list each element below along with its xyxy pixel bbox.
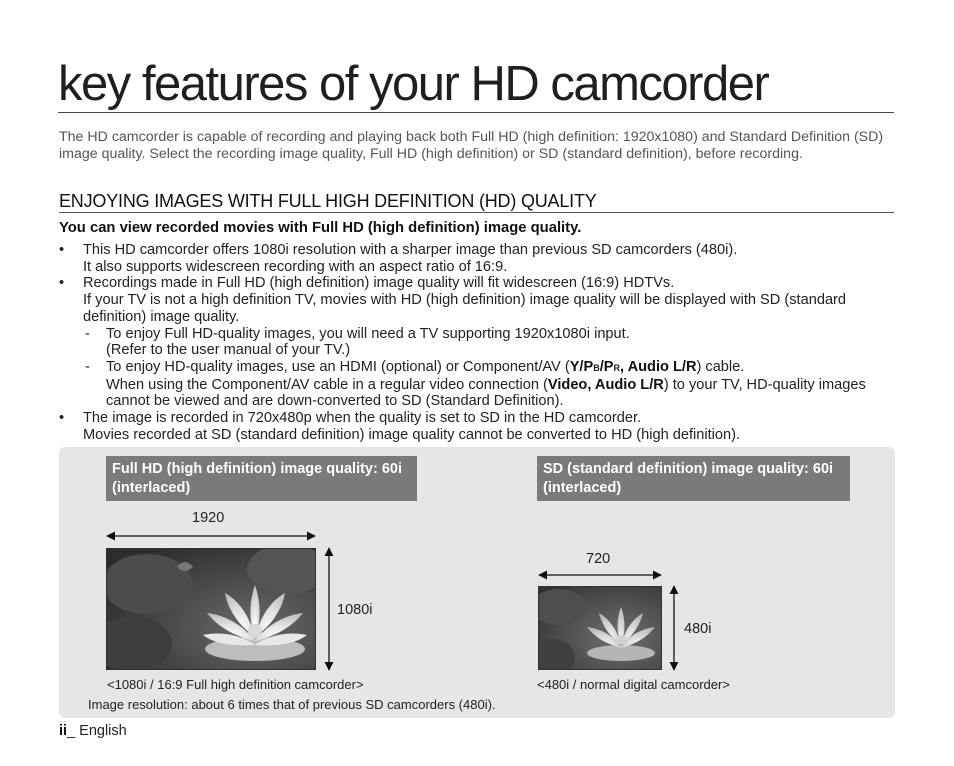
feature-list: [59, 242, 894, 443]
bullet-3-line-2: Movies recorded at SD (standard definition) image quality cannot be converted to HD (high definition).: [83, 426, 741, 443]
bullet-2-line-2: If your TV is not a high definition TV, movies with HD (high definition) image quality will be displayed with SD (standard definition) image quality.: [83, 292, 847, 325]
video-audio-term: Video, Audio L/R: [547, 376, 664, 393]
bullet-item-1: [59, 242, 894, 275]
section-heading: ENJOYING IMAGES WITH FULL HIGH DEFINITION (HD) QUALITY: [59, 191, 894, 213]
page-footer: [59, 723, 127, 739]
sub-2-line-2-post: ) to your TV, HD-quality images cannot be viewed and are down-converted to SD (Standard Definition).: [106, 376, 866, 410]
bullet-1-line-2: It also supports widescreen recording with an aspect ratio of 16:9.: [83, 258, 508, 275]
p-term: /P: [599, 358, 614, 375]
page-title: key features of your HD camcorder: [58, 56, 894, 113]
sub-item-1: [59, 326, 894, 359]
hd-caption: <1080i / 16:9 Full high definition camcorder>: [107, 677, 364, 692]
r-subscript: R: [613, 362, 621, 373]
sub-2-line-2-pre: When using the Component/AV cable in a regular video connection (: [106, 376, 548, 393]
sub-1-line-1: To enjoy Full HD-quality images, you will need a TV supporting 1920x1080i input.: [106, 325, 630, 342]
sd-width-label: 720: [586, 551, 611, 567]
page-number: ii: [59, 723, 68, 739]
sub-2-line-2: [106, 377, 894, 410]
hd-width-label: 1920: [192, 510, 225, 526]
hd-height-label: 1080i: [337, 602, 373, 618]
sd-quality-label: SD (standard definition) image quality: 60i (interlaced): [537, 456, 850, 501]
bullet-item-2: [59, 275, 894, 325]
dash-marker: -: [85, 358, 90, 375]
bullet-1-line-1: This HD camcorder offers 1080i resolution with a sharper image than previous SD camcorders (480i).: [83, 242, 738, 258]
section-lead: You can view recorded movies with Full HD (high definition) image quality.: [59, 220, 582, 236]
resolution-comparison-panel: [59, 447, 895, 718]
y-term: Y/P: [569, 358, 594, 375]
bullet-marker: •: [59, 275, 65, 292]
sd-lotus-photo: [538, 586, 662, 670]
bullet-2-line-1: Recordings made in Full HD (high definition) image quality will fit widescreen (16:9) HDTVs.: [83, 275, 675, 292]
bullet-marker: •: [59, 410, 65, 427]
resolution-note: Image resolution: about 6 times that of previous SD camcorders (480i).: [88, 697, 496, 712]
footer-separator: _: [67, 723, 80, 739]
sd-height-label: 480i: [684, 621, 712, 637]
dash-marker: -: [85, 325, 90, 342]
bullet-marker: •: [59, 242, 65, 258]
b-subscript: B: [593, 362, 600, 373]
audio-term: , Audio L/R: [620, 358, 697, 375]
sub-2-line-1: [106, 359, 894, 377]
sd-caption: <480i / normal digital camcorder>: [537, 677, 730, 692]
hd-quality-label: Full HD (high definition) image quality: 60i (interlaced): [106, 456, 417, 501]
bullet-item-3: [59, 410, 894, 443]
sub-item-2: [59, 359, 894, 410]
sub-2-text: To enjoy HD-quality images, use an HDMI (optional) or Component/AV (: [106, 358, 570, 375]
bullet-3-line-1: The image is recorded in 720x480p when the quality is set to SD in the HD camcorder.: [83, 410, 642, 427]
sub-2-cable: ) cable.: [696, 358, 745, 375]
hd-lotus-photo: [106, 548, 316, 670]
sub-1-line-2: (Refer to the user manual of your TV.): [106, 342, 351, 359]
footer-language: English: [79, 723, 127, 739]
intro-paragraph: The HD camcorder is capable of recording and playing back both Full HD (high definition: 1920x1080) and Standard Definition (SD) image quality. Select the recording image quality, Full HD (high definition) or SD (standard definition), before recording.: [59, 129, 884, 162]
